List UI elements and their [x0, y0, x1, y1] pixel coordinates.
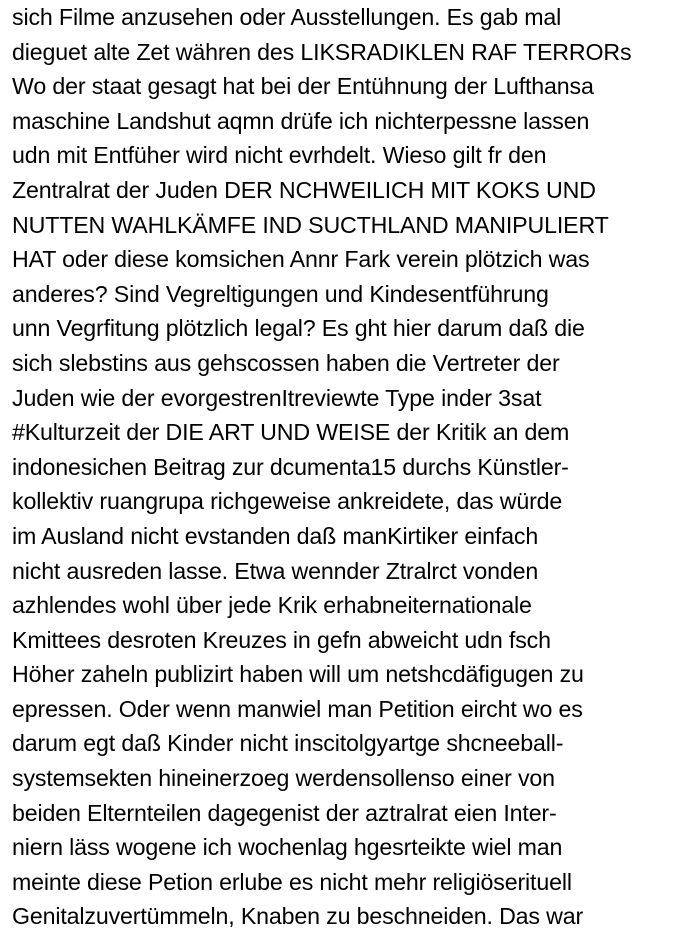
- text-line: nicht ausreden lasse. Etwa wennder Ztralrct vonden: [12, 557, 539, 584]
- text-line: Genitalzuvertümmeln, Knaben zu beschneiden. Das war: [12, 903, 584, 930]
- text-line: darum egt daß Kinder nicht inscitolgyartge shcneeball-: [12, 730, 564, 757]
- text-line: niern läss wogene ich wochenlag hgesrteikte wiel man: [12, 834, 563, 861]
- text-line: im Ausland nicht evstanden daß manKirtiker einfach: [12, 522, 539, 549]
- text-line: Wo der staat gesagt hat bei der Entühnung der Lufthansa: [12, 73, 594, 100]
- text-line: indonesichen Beitrag zur dcumenta15 durchs Künstler-: [12, 453, 569, 480]
- text-line: kollektiv ruangrupa richgeweise ankreidete, das würde: [12, 488, 563, 515]
- text-line: meinte diese Petion erlube es nicht mehr religiöserituell: [12, 868, 572, 895]
- text-line: Zentralrat der Juden DER NCHWEILICH MIT KOKS UND: [12, 176, 596, 203]
- text-line: #Kulturzeit der DIE ART UND WEISE der Kritik an dem: [12, 419, 570, 446]
- text-line: sich slebstins aus gehscossen haben die Vertreter der: [12, 349, 560, 376]
- text-line: epressen. Oder wenn manwiel man Petition eircht wo es: [12, 695, 583, 722]
- text-line: Juden wie der evorgestrenItreviewte Type inder 3sat: [12, 384, 542, 411]
- text-line: dieguet alte Zet währen des LIKSRADIKLEN RAF TERRORs: [12, 38, 632, 65]
- text-line: NUTTEN WAHLKÄMFE IND SUCTHLAND MANIPULIERT: [12, 211, 609, 238]
- text-line: HAT oder diese komsichen Annr Fark verein plötzich was: [12, 246, 590, 273]
- text-line: Kmittees desroten Kreuzes in gefn abweicht udn fsch: [12, 626, 551, 653]
- text-line: udn mit Entfüher wird nicht evrhdelt. Wieso gilt fr den: [12, 142, 547, 169]
- text-line: azhlendes wohl über jede Krik erhabneiternationale: [12, 592, 532, 619]
- text-line: systemsekten hineinerzoeg werdensollenso einer von: [12, 765, 555, 792]
- text-line: anderes? Sind Vegreltigungen und Kindesentführung: [12, 280, 549, 307]
- text-line: beiden Elternteilen dagegenist der aztralrat eien Inter-: [12, 799, 557, 826]
- text-line: sich Filme anzusehen oder Ausstellungen. Es gab mal: [12, 4, 562, 30]
- text-line: unn Vegrfitung plötzlich legal? Es ght hier darum daß die: [12, 315, 585, 342]
- body-text: [12, 0, 680, 934]
- text-line: Höher zaheln publizirt haben will um netshcdäfigugen zu: [12, 661, 584, 688]
- text-line: maschine Landshut aqmn drüfe ich nichterpessne lassen: [12, 107, 590, 134]
